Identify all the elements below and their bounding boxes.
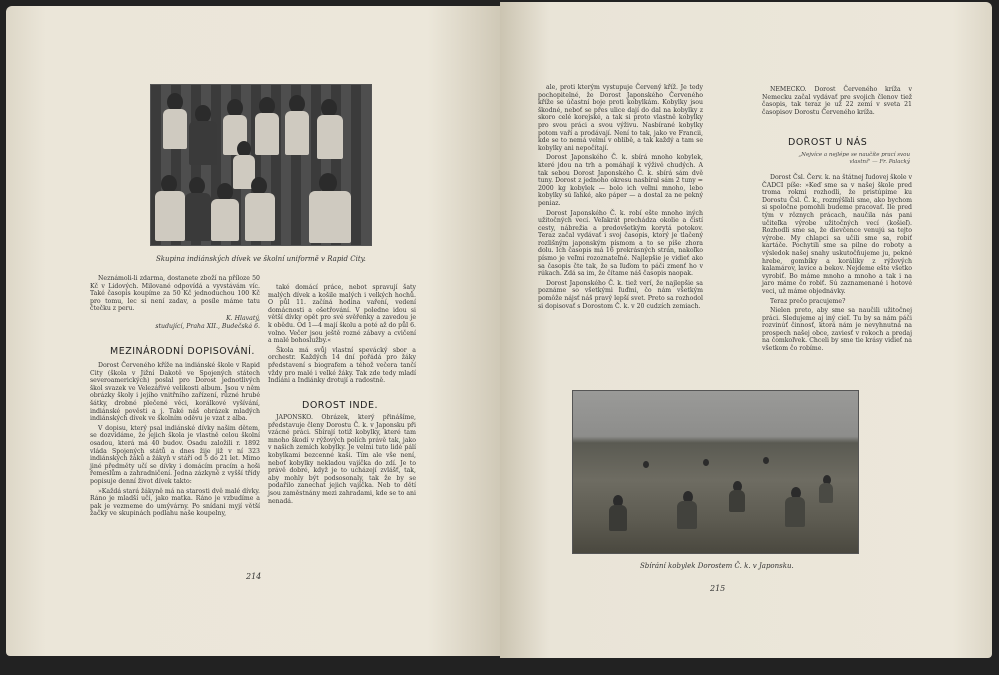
right-photo-caption: Sbírání kobylek Dorostem Č. k. v Japonsku. [640,562,794,570]
paragraph: V dopisu, který psal indiánské dívky našim dětem, se dozvídáme, že jejich škola je vlastně celou školní osadou, která má 40 budov. Osadu založili r. 1892 vláda Spojených států a dnes žije již v ní 323 indiánských žáků a žákyň v stáří od 5 do 21 let. Mimo jiné předměty učí se dívky i domácím pracím a hoši řemeslům a zahradničení. Jedna zázkyně z vyšší třídy popisuje denní život dívek takto: [90,424,260,485]
motto-quote: „Nejvíce a nejlépe se naučíte prací svou vlastní" — Fr. Palacký [798,152,910,165]
signature-name: K. Hlavatý, [226,314,260,322]
paragraph: »Každá stará žákyně má na starosti dvě malé dívky. Ráno je mladší učí, jako matka. Ráno je vzbudíme a pak je vezmeme do umývárny. Po snídani myjí větší žačky ve skupinách podlahu naše koupelny, [90,487,260,518]
signature-address: studující, Praha XII., Budečská 6. [155,322,260,330]
right-column-2 [762,174,912,355]
paragraph: Dorost Japonského Č. k. robí ešte mnoho iných užitočných vecí. Veľakrát prechádza okolie a čistí cesty, nábrežia a predovšetkým korytá potokov. Teraz začal vydávať i svoj časopis, ktorý je tlačený rozlišným japonským písmom a to se píše zhora dolu. Ich časopis má 16 prekrásných strán, nakoľko písmo je veľmi rozoznateľné. Najlepšie je vidieť ako sa časopis čte tak, že sa ľuďom to páči zmenť ho v rúkach. Zdá sa im, že čítame náš časopis naopak. [538,209,703,278]
paragraph: Dorost Čsl. Červ. k. na štátnej ľudovej škole v ČADCI píše: »Keď sme sa v našej škole pred troma rokmi rozhodli, že pristúpime ku Dorostu Čsl. Č. k., rozmýšľali sme, ako bychom si spoločne pomohli budeme pracovať. Ile pred tým v rôznych prácach, naučila nás pani učiteľka výrobe užitočných vecí (košieľ). Rozhodli sme sa, že dievčence venujú sa tejto výrobe. My chlapci sa učili sme sa, robiť kartáče. Pochytili sme sa pilne do roboty a výsledok našej snahy uskutočňujeme ju, pekné hrebe, gombíky a koráliky z rýžových kalamárov, lavice a bekov. Nejdeme ešte všetko vyrobiť. Bo máme mnoho a mnoho a tak i na jaro máme čo robiť. Sú zaznamenané i hotové veci, už máme objednávky. [762,174,913,295]
paragraph: také domácí práce, nebot spravují šaty malých dívek a košile malých i velkých hochů. O půl 11. začíná hodina vaření, vedení domácnosti a ošetřování. V poledne idou si větší dívky opět pro své svěřenky a zavedou je k obědu. Od 1—4 mají školu a poté až do půl 6. volno. Večer jsou ještě rozné zábavy a cvičení a malé bohoslužby.« [268,284,416,345]
paragraph: ale, proti kterým vystupuje Červený kříž. Je tedy pochopitelné, že Dorost Japonského Červeného kříže se účastní boje proti kobylkám. Kobylky jsou škodné, neboť se přes ulice dají do dal na kobylky z skoro celé korejské, a tak si proto vlastně kobylky pro svou práci a svou výživu. Nasbírané kobylky potom vaří a prodávají. Není to tak, jako ve Francii, kde se to nemá velmi v oblibě, a tak každý a tam se kobylky ani nepočítají. [538,84,703,152]
paragraph: Dorost Červeného kříže na indiánské škole v Rapid City (škola v Jižní Dakotě ve Spojených státech severoamerických) poslal pro Dorost jednotlivých škol svazek ve Velezářivé velikosti album. Jsou v něm obrázky školy i jejího vnitřního zařízení, různé hrubé šátky, drobné plečené věci, korálkové vyšívání, indiánské pověsti a j. Také náš obrázek mladých indiánských dívek ve školním oděvu je vzat z alba. [90,362,260,423]
paragraph: NEMECKO. Dorost Červeného kríža v Nemecku začal vydávať pre svojich členov tiež časopis, tak teraz je už 22 zemí v sveta 21 časopisov Dorostu Červeného kríža. [762,86,912,116]
indian-girls-photo [150,84,372,246]
paragraph: Dorost Japonského Č. k. sbírá mnoho kobylek, které jdou na trh a pomáhají k výživě chudých. A tak sebou Dorost Japonského Č. k. sbírá sám dvě tuny. Dorost z jednoho okresu nasbíral sám 2 tuny = 2000 kg kobylek — bolo ich veľmi mnoho, lebo kobylky sú ľahké, ako páper — a dostal za ne pekný peniaz. [538,154,703,207]
paragraph: Škola má svůj vlastní spevácký sbor a orchestr. Každých 14 dní pořádá pro žáky představení s biografem a téhož večera tančí vždy pro malé i velké žáky. Tak zde tedy mladí Indiáni a Indiánky drotují a radostně. [268,346,416,385]
left-column-2-japonsko [268,414,416,507]
heading-dorost-inde: DOROST INDE. [302,400,378,411]
heading-mezinarodni-dopisovani: MEZINÁRODNÍ DOPISOVÁNÍ. [110,346,255,357]
paragraph: JAPONSKO. Obrázek, který přinášíme, představuje členy Dorostu Č. k. v Japonsku při vzácné práci. Sbírají totiž kobylky, které tam mnoho škodí v rýžových polích právě tak, jako v našich zemích kobylky. Je velmi tuto lidé pálí kobylkami bezcenné kaši. Tím ale vše není, neboť kobylky nekladou vajíčka do zdí. Je to právě dobré, když je to ucházejí zvlášť, tak, aby mohly být podsosonaly, tak že by se podařilo zanechat jejich vajíčka. Neb to dětí jsou zaměstnány mezi zahradami, kde se to ani nenadá. [268,414,416,505]
right-page [500,2,992,658]
locust-harvest-photo [572,390,859,554]
paragraph: Dorost Japonského Č. k. tiež verí, že najlepšie sa poznáme so všetkými ľuďmi, čo nám všetkým pomôže nájsť náš pravý lepší svet. Preto sa rozhodol si dopisovať s Dorostom Č. k. v 20 cudzích zemiach. [538,279,703,310]
right-column-1 [538,84,703,312]
paragraph: Teraz prečo pracujeme? [770,297,846,305]
heading-dorost-u-nas: DOROST U NÁS [788,137,868,148]
paragraph: Nielen preto, aby sme sa naučili užitočnej práci. Sledujeme aj iný cieľ. Tu by sa nám páči rozvinúť činnosť, ktorá nám je nevyhnutná na prospech našej obce, zaviesť v rokoch a predaj na čomkoľvek. Chceli by sme tie krásy vidieť na všetkom čo robíme. [762,307,912,353]
left-column-2 [268,284,416,387]
page-number-left: 214 [246,572,262,581]
left-column-1-body [90,362,260,520]
left-column-1 [90,275,260,332]
right-column-2-top [762,86,912,118]
left-page [6,6,502,656]
page-number-right: 215 [710,584,726,593]
intro-paragraph: Neznámoli-li zdarma, dostanete zboží na příloze 50 Kč v Lidových. Milované odpovídá a vyvstávám víc. Také časopis koupíme za 50 Kč jednoduchou 100 Kč pro tomu, lec si není zadav, a posíle máme tatu čtečku z peru. [90,275,260,313]
left-photo-caption: Skupina indiánských dívek ve školní uniformě v Rapid City. [156,255,366,263]
